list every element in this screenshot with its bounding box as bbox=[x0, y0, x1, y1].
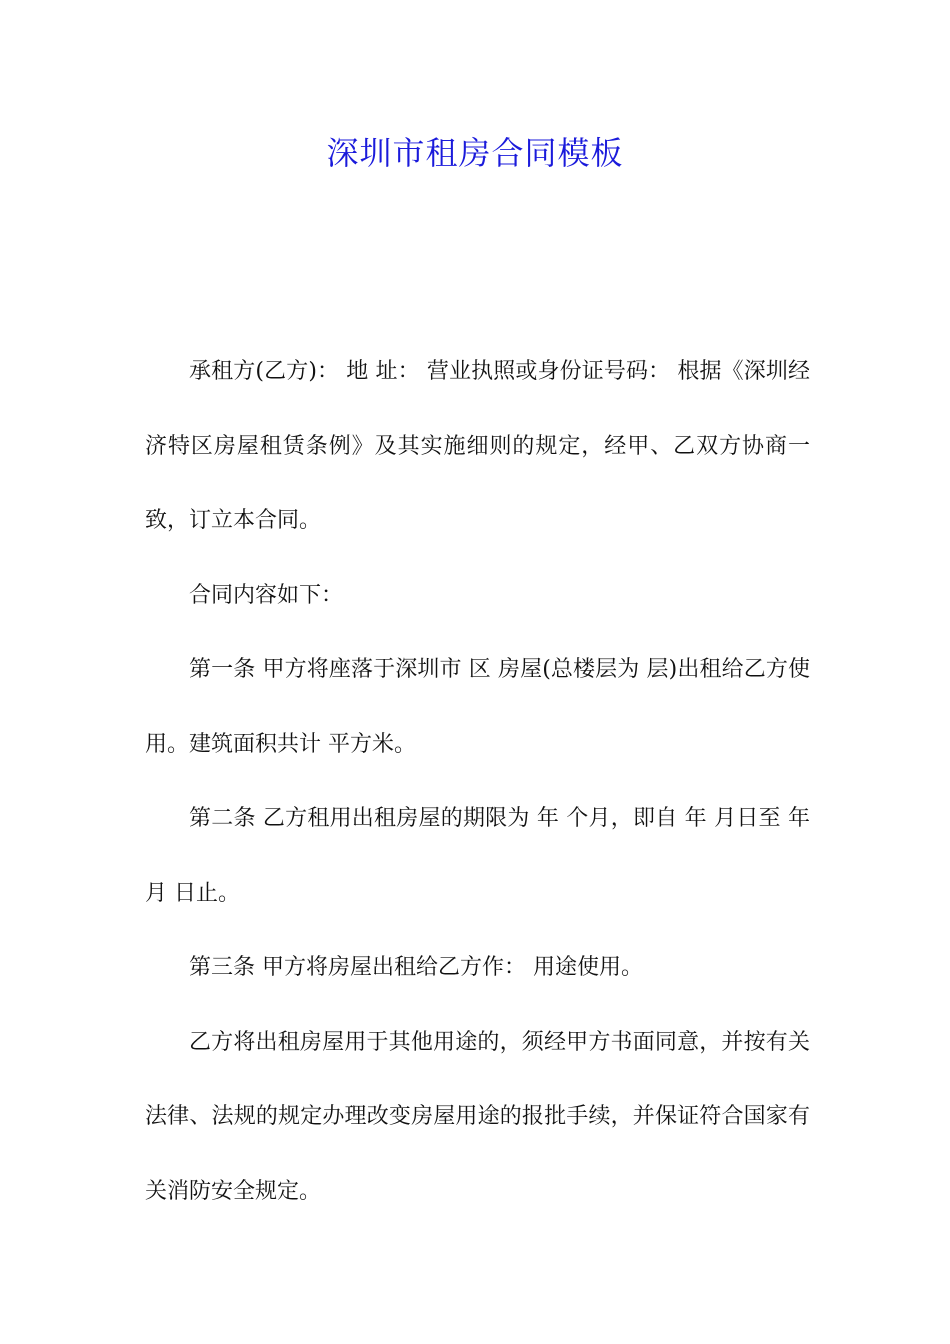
paragraph-article-1: 第一条 甲方将座落于深圳市 区 房屋(总楼层为 层)出租给乙方使用。建筑面积共计 平方米。 bbox=[145, 657, 811, 757]
paragraph-usage-change: 乙方将出租房屋用于其他用途的，须经甲方书面同意，并按有关法律、法规的规定办理改变房屋用途的报批手续，并保证符合国家有关消防安全规定。 bbox=[145, 1029, 810, 1204]
paragraph-parties: 承租方(乙方)： 地 址： 营业执照或身份证号码： 根据《深圳经济特区房屋租赁条例》及其实施细则的规定，经甲、乙双方协商一致，订立本合同。 bbox=[145, 359, 810, 533]
paragraph-contents-intro: 合同内容如下： bbox=[189, 582, 344, 608]
paragraph-article-3: 第三条 甲方将房屋出租给乙方作： 用途使用。 bbox=[189, 955, 643, 980]
document-body bbox=[145, 335, 810, 1229]
paragraph-article-2: 第二条 乙方租用出租房屋的期限为 年 个月，即自 年 月日至 年 月 日止。 bbox=[145, 806, 810, 906]
document-title: 深圳市租房合同模板 bbox=[326, 134, 624, 172]
